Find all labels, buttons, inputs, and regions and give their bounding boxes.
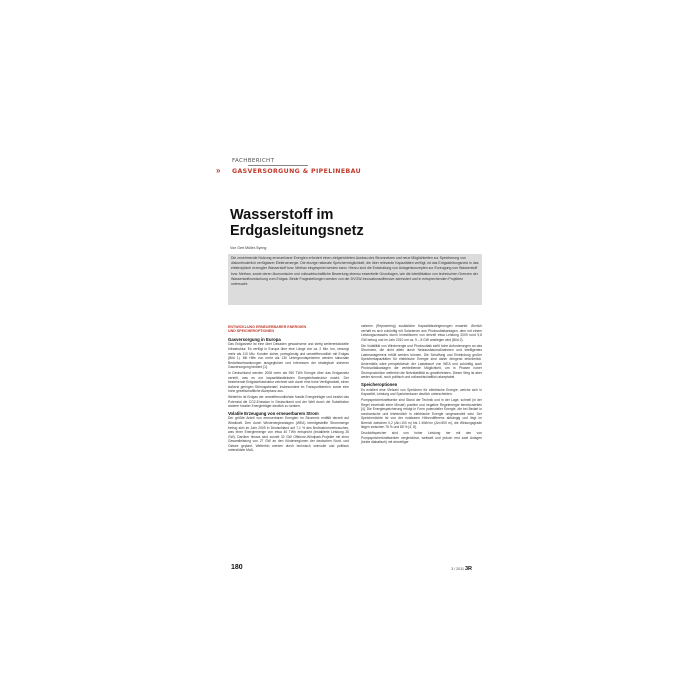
title-line-1: Wasserstoff im <box>230 207 334 223</box>
section-heading <box>228 325 349 334</box>
author-byline: Von Gert Müller-Syring <box>230 246 267 250</box>
title-line-2: Erdgasleitungsnetz <box>230 223 364 239</box>
subheading-speicheroptionen: Speicheroptionen <box>361 381 398 387</box>
page-number: 180 <box>231 564 243 571</box>
journal-page <box>218 130 486 570</box>
left-column <box>228 325 349 555</box>
section-kicker: FACHBERICHT <box>232 158 275 164</box>
brand-logo: 3R <box>464 566 472 572</box>
kicker-arrow-icon: » <box>216 166 221 175</box>
paragraph: Weiterhin ist Erdgas der umweltfreundlichste fossile Energieträger und besitzt das Potenzial die CO2-Emission in Deutschland und der Welt durch die Substitution anderer fossiler Energieträger deutlich zu senken. <box>228 395 349 409</box>
paragraph: In Deutschland werden 2008 mehr als 930 TWh Energie über das Erdgasnetz verteilt, was es zur kapazitätsstärksten Energieinfrastruktur macht. Der bestehende Erdgasinfrastruktur zeichnet sich durch eine hohe Verfügbarkeit, einen äußerst geringen Störungsbedarf, insbesondere im Transportbereich, sowie eine hohe gesellschaftliche Akzeptanz aus. <box>228 371 349 394</box>
subheading-gasversorgung: Gasversorgung in Europa <box>228 336 281 342</box>
article-title <box>230 207 460 239</box>
paragraph: Das Erdgasnetz ist eine über Dekaden gewachsene und stetig weiterentwickelte Infrastruktur. Es verfügt in Europa über eine Länge von ca. 2 Mio. km, versorgt mehr als 110 Mio. Kunden sicher, preisgünstig und umweltfreundlich mit Erdgas (Bild 1). Mit Hilfe von mehr als 130 Untergrundspeichern werden saisonale Bedarfsschwankungen ausgeglichen und Interessen der strategisch sicheren Gasversorgung bedient [1]. <box>228 342 349 370</box>
section-title: GASVERSORGUNG & PIPELINEBAU <box>232 167 362 175</box>
paragraph: Pumpspeicherkraftwerke sind Stand der Technik und in der Lage, schnell (in der Regel innerhalb einer Minute) positive und negative Regelenergie bereitzustellen [4]. Die Energiespeicherung erfolgt in Form potenzieller Energie, die bei Bedarf in mechanische und letztendlich in elektrische Energie umgewandelt wird. Der Speicherdichte ist von der nutzbaren Höhendifferenz abhängig und liegt im Bereich zwischen 0,2 (Δh=100 m) bis 1 kWh/m³ (Δh=500 m), die Wirkungsgrade liegen zwischen 75 % und 85 % [4, 8]. <box>361 398 482 430</box>
paragraph: nahmen (Repowering) zusätzliche Kapazitätssteigerungen erwartet. Ähnlich verhält es sich zukünftig mit Solarstrom aus Photovoltaikanlagen, dem mit einem Leistungszuwachs durch Investitionen von derzeit etwa Leistung 2009 rund 9,8 GW betrug und im Jahr 2010 um ca. 9 – 8 GW anstiegen wird (Bild 2). <box>361 324 482 342</box>
section-heading-line-2: UND SPEICHEROPTIONEN <box>228 329 274 334</box>
section-heading-line-1: ENTWICKLUNG ERNEUERBARER ENERGIEN <box>228 325 307 329</box>
paragraph: Die Volatilität von Windenergie und Photovoltaik stellt hohe Anforderungen an das Stromnetz, die nicht allein durch Netzausbaumaßnahmen und intelligentes Lastmanagement erfüllt werden können. Die Schaffung und Einbindung großer Speicherkapazitäten für elektrische Energie sind daher dringend erforderlich. Andernfalls wäre perspektivisch der Lastabwurf von WEA und zukünftig auch Photovoltaikanlagen die verbleibende Möglichkeit, um in Phasen hoher Stromproduktion weiterhin die Netzstabilität zu gewährleisten. Dieser Weg ist aber weder sinnvoll, noch politisch und volkswirtschaftlich akzeptabel. <box>361 343 482 380</box>
abstract-box: Die zunehmende Nutzung erneuerbarer Energien erfordert einen zielgerichteten Ausbau des Stromnetzes und neue Möglichkeiten zur Speicherung von diskontinuierlich verfügbarer Elektroenergie. Die einzige rationale Speichermöglichkeit, die über relevante Kapazitäten verfügt, ist das Erdgasleitungsnetz in das elektrolytisch erzeugter Wasserstoff bzw. Methan eingespeist werden kann. Hierzu sind die Entwicklung von Anlagenkonzepten zur Erzeugung von Wasserstoff bzw. Methan, sowie deren ökonomische und volkswirtschaftliche Bewertung ebenso essentielle Grundlagen, wie die Identifikation von technischen Grenzen der Wasserstoffzumischung zum Erdgas. Beide Fragestellungen werden von der DVGW-Innovationsoffensive adressiert und in entsprechenden Projekten untersucht. <box>228 254 482 305</box>
paragraph: Druckluftspeicher sind von hoher Leistung her mit den von Pumpspeicherkraftwerken vergleichbar, weltweit und jedoch erst zwei Anlagen (beide diabatisch) mit derzeitiger <box>361 431 482 445</box>
subheading-volatile-erzeugung: Volatile Erzeugung von erneuerbarem Strom <box>228 410 319 416</box>
kicker-rule <box>248 165 308 166</box>
issue-footer <box>451 566 472 572</box>
paragraph: Es existiert eine Vielzahl von Speichern für elektrische Energie, welche sich in Kapazität, Leistung und Speicherdauer deutlich unterscheiden. <box>361 387 482 397</box>
issue-number: 3 / 2011 <box>451 567 464 571</box>
right-column <box>361 324 482 560</box>
paragraph: Der größte Anteil von erneuerbaren Energien im Strommix entfällt derzeit auf Windkraft. Den durch Windenergieanlagen (WEA) bereitgestellte Strommenge betrug sich im Jahr 2009 in Deutschland auf 7,1 % des Bruttostromverbrauches, was einer Energiemenge von etwa 40 TWh entspricht (installierte Leistung 26 GW). Darüber hinaus sind zurzeit 32 GW Offshore-Windpark-Projekte mit einer Gesamtleistung von 27 GW an den Küstenregionen der deutschen Nord- und Ostsee geplant. Weiterhin werden durch technisch sinnvolle und politisch unterstützte Maß- <box>228 416 349 453</box>
